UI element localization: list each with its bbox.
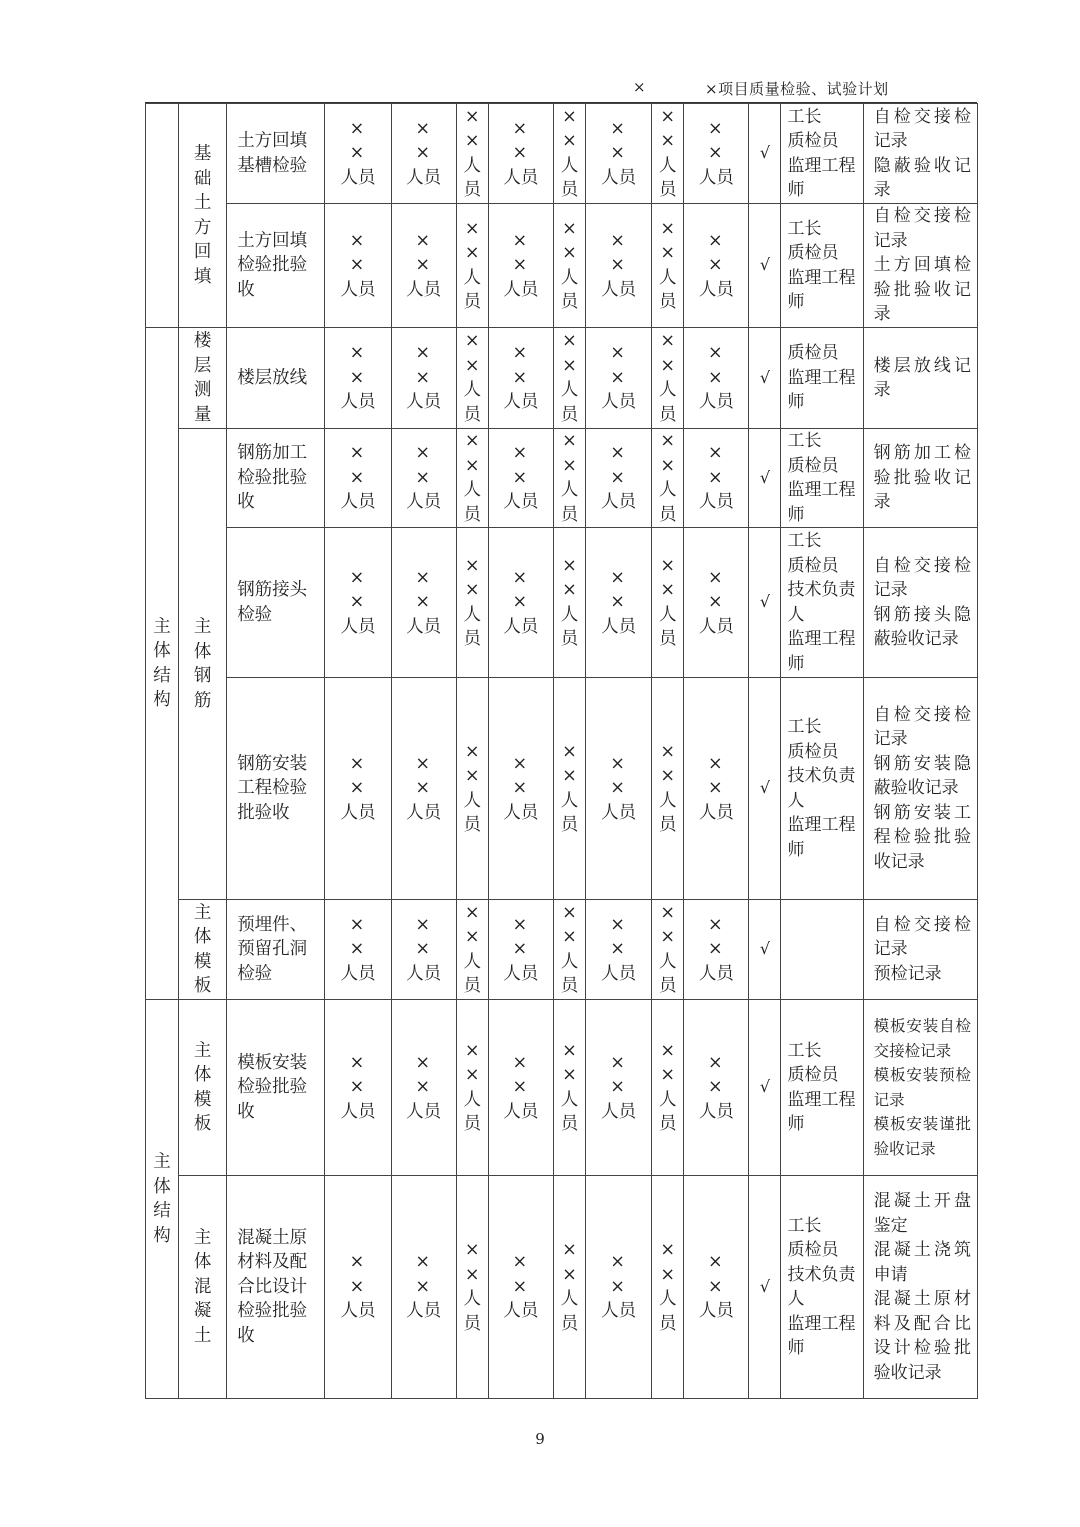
page-number: 9 <box>535 1430 545 1448</box>
record-cell: 钢筋加工检验批验收记录 <box>863 429 977 528</box>
person-cell-narrow: ××人员 <box>456 1176 488 1399</box>
record-cell: 楼层放线记录 <box>863 328 977 429</box>
table-row <box>146 678 978 900</box>
role-cell: 工长 质检员 技术负责人 监理工程师 <box>781 528 863 678</box>
record-cell: 自检交接检记录 钢筋安装隐蔽验收记录 钢筋安装工程检验批验收记录 <box>863 678 977 900</box>
person-cell: × × 人员 <box>391 1000 456 1176</box>
person-cell: × × 人员 <box>391 678 456 900</box>
role-cell: 工长 质检员 监理工程师 <box>781 104 863 204</box>
person-cell: × × 人员 <box>391 429 456 528</box>
person-cell: × × 人员 <box>586 104 652 204</box>
person-cell-narrow: ××人员 <box>456 204 488 328</box>
person-cell-narrow: ××人员 <box>652 104 684 204</box>
group-label: 主体模板 <box>179 900 227 1000</box>
person-cell: × × 人员 <box>488 104 553 204</box>
quality-plan-table <box>145 103 978 1399</box>
person-cell: × × 人员 <box>586 678 652 900</box>
person-cell: × × 人员 <box>325 429 391 528</box>
person-cell-narrow: ××人员 <box>652 1176 684 1399</box>
person-cell-narrow: ××人员 <box>553 1176 585 1399</box>
table-row <box>146 429 978 528</box>
record-cell: 自检交接检记录 钢筋接头隐蔽验收记录 <box>863 528 977 678</box>
person-cell-narrow: ××人员 <box>652 429 684 528</box>
person-cell-narrow: ××人员 <box>652 1000 684 1176</box>
person-cell-narrow: ××人员 <box>652 900 684 1000</box>
table-row <box>146 1000 978 1176</box>
person-cell: × × 人员 <box>325 1000 391 1176</box>
row-item: 土方回填基槽检验 <box>227 104 325 204</box>
table-row <box>146 528 978 678</box>
person-cell-narrow: ××人员 <box>553 1000 585 1176</box>
person-cell: × × 人员 <box>684 678 749 900</box>
person-cell: × × 人员 <box>488 678 553 900</box>
role-cell: 工长 质检员 监理工程师 <box>781 1000 863 1176</box>
role-cell: 工长 质检员 技术负责人 监理工程师 <box>781 1176 863 1399</box>
person-cell: × × 人员 <box>391 528 456 678</box>
check-mark: √ <box>749 1176 781 1399</box>
person-cell: × × 人员 <box>684 900 749 1000</box>
person-cell-narrow: ××人员 <box>456 678 488 900</box>
person-cell: × × 人员 <box>586 429 652 528</box>
person-cell-narrow: ××人员 <box>553 104 585 204</box>
person-cell: × × 人员 <box>325 1176 391 1399</box>
person-cell: × × 人员 <box>488 328 553 429</box>
record-cell: 模板安装自检交接检记录 模板安装预检记录 模板安装谨批验收记录 <box>863 1000 977 1176</box>
person-cell-narrow: ××人员 <box>456 1000 488 1176</box>
person-cell-narrow: ××人员 <box>652 204 684 328</box>
group-label: 主体混凝土 <box>179 1176 227 1399</box>
person-cell-narrow: ××人员 <box>652 678 684 900</box>
group-label: 主体模板 <box>179 1000 227 1176</box>
table-row <box>146 104 978 204</box>
person-cell: × × 人员 <box>684 429 749 528</box>
check-mark: √ <box>749 528 781 678</box>
person-cell-narrow: ××人员 <box>456 528 488 678</box>
section-label: 主体结构 <box>146 328 179 1000</box>
check-mark: √ <box>749 104 781 204</box>
person-cell: × × 人员 <box>586 1000 652 1176</box>
group-label: 楼层测量 <box>179 328 227 429</box>
person-cell: × × 人员 <box>488 900 553 1000</box>
person-cell: × × 人员 <box>488 1176 553 1399</box>
person-cell: × × 人员 <box>586 328 652 429</box>
row-item: 钢筋安装工程检验批验收 <box>227 678 325 900</box>
person-cell: × × 人员 <box>325 678 391 900</box>
person-cell-narrow: ××人员 <box>456 328 488 429</box>
header-mark: × <box>633 78 646 96</box>
table-row <box>146 328 978 429</box>
group-label: 主体钢筋 <box>179 429 227 900</box>
row-item: 楼层放线 <box>227 328 325 429</box>
role-cell: 质检员 监理工程师 <box>781 328 863 429</box>
person-cell: × × 人员 <box>325 204 391 328</box>
person-cell: × × 人员 <box>325 528 391 678</box>
role-cell: 工长 质检员 技术负责人 监理工程师 <box>781 678 863 900</box>
person-cell-narrow: ××人员 <box>456 429 488 528</box>
person-cell-narrow: ××人员 <box>553 678 585 900</box>
header-title: ×项目质量检验、试验计划 <box>705 80 889 98</box>
record-cell: 自检交接检记录 隐蔽验收记录 <box>863 104 977 204</box>
person-cell: × × 人员 <box>488 204 553 328</box>
person-cell-narrow: ××人员 <box>652 328 684 429</box>
table-row <box>146 900 978 1000</box>
person-cell: × × 人员 <box>586 528 652 678</box>
table-row <box>146 1176 978 1399</box>
record-cell: 自检交接检记录 土方回填检验批验收记录 <box>863 204 977 328</box>
table-row <box>146 204 978 328</box>
section-blank <box>146 104 179 328</box>
person-cell-narrow: ××人员 <box>456 900 488 1000</box>
person-cell: × × 人员 <box>325 900 391 1000</box>
role-cell-empty <box>781 900 863 1000</box>
person-cell: × × 人员 <box>684 104 749 204</box>
check-mark: √ <box>749 900 781 1000</box>
section-label: 主体结构 <box>146 1000 179 1399</box>
person-cell: × × 人员 <box>488 1000 553 1176</box>
person-cell-narrow: ××人员 <box>553 429 585 528</box>
row-item: 钢筋加工检验批验收 <box>227 429 325 528</box>
person-cell: × × 人员 <box>586 204 652 328</box>
person-cell: × × 人员 <box>391 328 456 429</box>
page-header <box>145 76 977 103</box>
person-cell: × × 人员 <box>391 104 456 204</box>
check-mark: √ <box>749 429 781 528</box>
row-item: 模板安装检验批验收 <box>227 1000 325 1176</box>
row-item: 钢筋接头检验 <box>227 528 325 678</box>
person-cell: × × 人员 <box>391 204 456 328</box>
person-cell: × × 人员 <box>684 1176 749 1399</box>
check-mark: √ <box>749 1000 781 1176</box>
group-label: 基础土方回填 <box>179 104 227 328</box>
person-cell-narrow: ××人员 <box>652 528 684 678</box>
role-cell: 工长 质检员 监理工程师 <box>781 204 863 328</box>
role-cell: 工长 质检员 监理工程师 <box>781 429 863 528</box>
record-cell: 混凝土开盘鉴定 混凝土浇筑申请 混凝土原材料及配合比设计检验批验收记录 <box>863 1176 977 1399</box>
person-cell: × × 人员 <box>586 900 652 1000</box>
person-cell-narrow: ××人员 <box>553 328 585 429</box>
person-cell: × × 人员 <box>325 328 391 429</box>
person-cell: × × 人员 <box>488 528 553 678</box>
check-mark: √ <box>749 678 781 900</box>
person-cell: × × 人员 <box>684 328 749 429</box>
row-item: 预埋件、预留孔洞检验 <box>227 900 325 1000</box>
person-cell-narrow: ××人员 <box>553 528 585 678</box>
person-cell-narrow: ××人员 <box>456 104 488 204</box>
person-cell: × × 人员 <box>488 429 553 528</box>
person-cell: × × 人员 <box>684 1000 749 1176</box>
check-mark: √ <box>749 204 781 328</box>
record-cell: 自检交接检记录 预检记录 <box>863 900 977 1000</box>
person-cell: × × 人员 <box>325 104 391 204</box>
person-cell-narrow: ××人员 <box>553 204 585 328</box>
person-cell: × × 人员 <box>684 204 749 328</box>
check-mark: √ <box>749 328 781 429</box>
person-cell: × × 人员 <box>391 900 456 1000</box>
row-item: 混凝土原材料及配合比设计检验批验收 <box>227 1176 325 1399</box>
person-cell-narrow: ××人员 <box>553 900 585 1000</box>
row-item: 土方回填检验批验收 <box>227 204 325 328</box>
person-cell: × × 人员 <box>586 1176 652 1399</box>
person-cell: × × 人员 <box>684 528 749 678</box>
person-cell: × × 人员 <box>391 1176 456 1399</box>
